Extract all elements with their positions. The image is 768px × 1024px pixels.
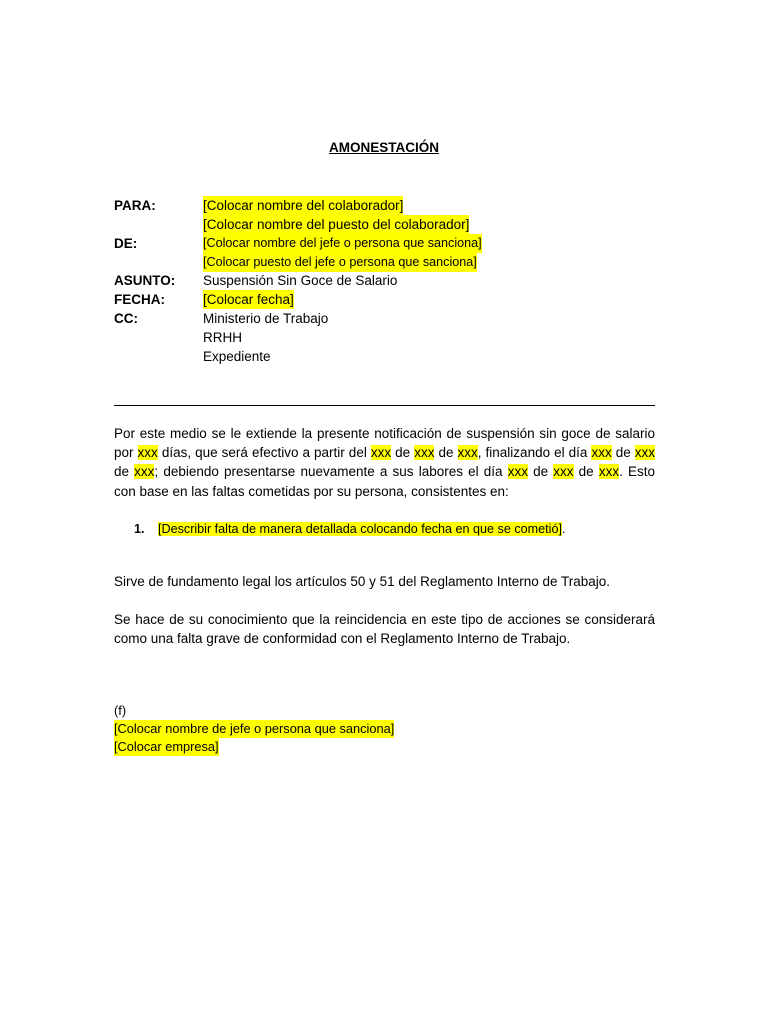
placeholder-return-month: xxx [553, 464, 574, 480]
asunto-label: ASUNTO: [114, 273, 176, 288]
signature-company: [Colocar empresa] [114, 739, 219, 754]
placeholder-end-year: xxx [134, 464, 155, 480]
list-item: 1. [Describir falta de manera detallada colocando fecha en que se cometió]. [134, 520, 565, 539]
para-label: PARA: [114, 198, 156, 213]
cc-row-3 [114, 347, 674, 366]
placeholder-end-day: xxx [591, 445, 612, 461]
document-title: AMONESTACIÓN [329, 140, 439, 155]
cc-value-3: Expediente [203, 349, 271, 364]
list-item-number: 1. [134, 522, 145, 536]
paragraph-notification: Por este medio se le extiende la presente notificación de suspensión sin goce de salario por xxx días, que será efectivo a partir del xxx de xxx de xxx, finalizando el día xxx de xxx de xxx; debiendo presentarse nuevamente a sus labores el día xxx de xxx de xxx. Esto con base en las faltas cometidas por su persona, consistentes en: [114, 426, 656, 499]
de-label: DE: [114, 236, 138, 251]
paragraph-warning: Se hace de su conocimiento que la reincidencia en este tipo de acciones se considerará como una falta grave de conformidad con el Reglamento Interno de Trabajo. [114, 612, 655, 647]
cc-row-2 [114, 328, 674, 347]
cc-label: CC: [114, 311, 138, 326]
de-position: [Colocar puesto del jefe o persona que sanciona] [203, 253, 477, 272]
fecha-row [114, 290, 674, 309]
signature-name: [Colocar nombre de jefe o persona que sanciona] [114, 721, 395, 736]
de-name: [Colocar nombre del jefe o persona que sanciona] [203, 234, 482, 253]
placeholder-return-year: xxx [598, 464, 620, 480]
placeholder-start-year: xxx [457, 445, 478, 461]
cc-value-1: Ministerio de Trabajo [203, 311, 329, 326]
list-item-text: [Describir falta de manera detallada colocando fecha en que se cometió] [158, 522, 562, 536]
fecha-value: [Colocar fecha] [203, 292, 294, 307]
de-row [114, 234, 674, 253]
para-position-row [114, 215, 674, 234]
asunto-value: Suspensión Sin Goce de Salario [203, 273, 398, 288]
para-position: [Colocar nombre del puesto del colaborador] [203, 217, 470, 232]
fecha-label: FECHA: [114, 292, 165, 307]
placeholder-return-day: xxx [507, 464, 528, 480]
asunto-row [114, 271, 674, 290]
cc-row [114, 309, 674, 328]
placeholder-days: xxx [137, 445, 158, 461]
placeholder-end-month: xxx [634, 445, 656, 461]
para-name: [Colocar nombre del colaborador] [203, 198, 404, 213]
placeholder-start-month: xxx [414, 445, 435, 461]
placeholder-start-day: xxx [370, 445, 392, 461]
cc-value-2: RRHH [203, 330, 242, 345]
signature-mark: (f) [114, 703, 127, 718]
paragraph-legal-basis: Sirve de fundamento legal los artículos 50 y 51 del Reglamento Interno de Trabajo. [114, 574, 611, 589]
separator-line [114, 405, 655, 406]
para-row [114, 196, 674, 215]
de-position-row [114, 253, 674, 272]
